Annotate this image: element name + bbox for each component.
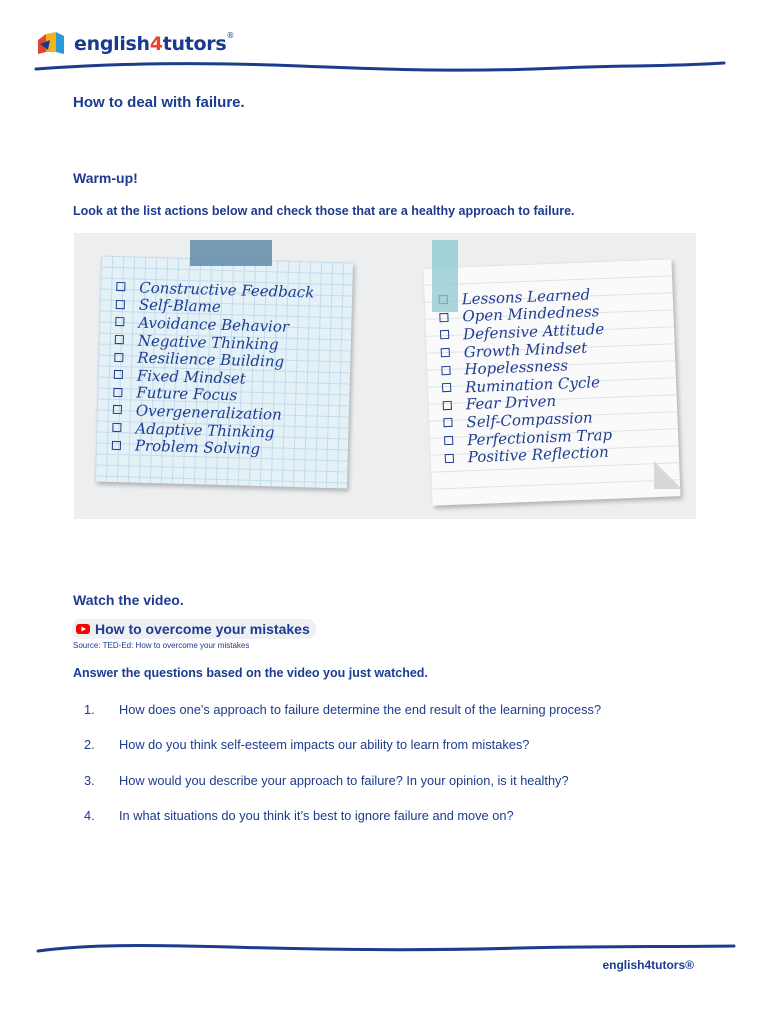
tape-strip — [432, 240, 458, 312]
question-number: 3. — [84, 773, 95, 788]
checkbox-icon[interactable] — [443, 401, 452, 410]
page-curl — [654, 461, 682, 489]
checklist-item-label: Constructive Feedback — [139, 278, 315, 302]
brand-logo[interactable] — [36, 30, 234, 58]
question-text: How does one’s approach to failure determine the end result of the learning process? — [119, 702, 602, 717]
questions-heading: Answer the questions based on the video you just watched. — [73, 666, 428, 680]
left-checklist — [96, 256, 353, 461]
checklist-item-label: Positive Reflection — [467, 443, 610, 467]
logo-icon — [36, 30, 66, 58]
checkbox-icon[interactable] — [116, 300, 125, 309]
right-sticky-note — [424, 258, 681, 505]
checkbox-icon[interactable] — [116, 282, 125, 291]
question-text: How would you describe your approach to failure? In your opinion, is it healthy? — [119, 773, 569, 788]
footer-brand: english4tutors® — [602, 958, 694, 972]
header-wave-divider — [0, 58, 768, 78]
page-header — [0, 0, 768, 80]
question-text: How do you think self-esteem impacts our ability to learn from mistakes? — [119, 737, 530, 752]
checklist-item-label: Overgeneralization — [135, 401, 282, 424]
checklist-image-panel — [74, 233, 696, 519]
checklist-item-label: Self-Blame — [138, 295, 221, 317]
video-link[interactable] — [72, 619, 316, 639]
video-source: Source: TED-Ed: How to overcome your mistakes — [73, 641, 250, 650]
checkbox-icon[interactable] — [112, 441, 121, 450]
logo-wordmark: english4tutors® — [74, 31, 235, 55]
left-sticky-note — [95, 256, 353, 489]
page-title: How to deal with failure. — [73, 94, 245, 111]
question-item — [84, 702, 601, 717]
checklist-item-label: Growth Mindset — [463, 338, 588, 361]
checklist-item-label: Lessons Learned — [461, 285, 591, 309]
checklist-item-label: Perfectionism Trap — [466, 425, 613, 449]
checkbox-icon[interactable] — [115, 335, 124, 344]
checklist-item-label: Negative Thinking — [137, 331, 279, 354]
checklist-item-label: Open Mindedness — [462, 302, 600, 326]
checkbox-icon[interactable] — [443, 418, 452, 427]
question-number: 1. — [84, 702, 95, 717]
watch-heading: Watch the video. — [73, 592, 184, 608]
warmup-instruction: Look at the list actions below and check those that are a healthy approach to failure. — [73, 204, 575, 218]
checkbox-icon[interactable] — [440, 330, 449, 339]
checklist-item-label: Defensive Attitude — [462, 319, 605, 344]
warmup-heading: Warm-up! — [73, 170, 138, 186]
checkbox-icon[interactable] — [113, 405, 122, 414]
checkbox-icon[interactable] — [114, 353, 123, 362]
checkbox-icon[interactable] — [114, 370, 123, 379]
question-number: 4. — [84, 808, 95, 823]
checklist-item-label: Adaptive Thinking — [135, 419, 275, 441]
checkbox-icon[interactable] — [445, 453, 454, 462]
checkbox-icon[interactable] — [112, 423, 121, 432]
youtube-icon — [76, 624, 90, 634]
question-item — [84, 808, 514, 823]
footer-wave-divider — [0, 938, 768, 958]
checklist-item-label: Resilience Building — [137, 348, 285, 371]
checklist-item-label: Fear Driven — [465, 392, 557, 414]
checkbox-icon[interactable] — [441, 366, 450, 375]
checklist-item-label: Avoidance Behavior — [138, 313, 290, 336]
checkbox-icon[interactable] — [442, 383, 451, 392]
checkbox-icon[interactable] — [439, 313, 448, 322]
checkbox-icon[interactable] — [444, 436, 453, 445]
video-link-label: How to overcome your mistakes — [95, 621, 310, 637]
question-item — [84, 773, 569, 788]
tape-strip — [190, 240, 272, 266]
checklist-item-label: Hopelessness — [464, 356, 569, 379]
question-number: 2. — [84, 737, 95, 752]
checklist-item-label: Future Focus — [136, 383, 238, 405]
checklist-item-label: Fixed Mindset — [136, 366, 247, 388]
checkbox-icon[interactable] — [115, 317, 124, 326]
question-text: In what situations do you think it’s best to ignore failure and move on? — [119, 808, 514, 823]
checkbox-icon[interactable] — [441, 348, 450, 357]
checklist-item-label: Rumination Cycle — [464, 372, 601, 397]
question-item — [84, 737, 529, 752]
right-checklist — [424, 258, 679, 467]
checklist-item-label: Self-Compassion — [466, 408, 593, 432]
checklist-item-label: Problem Solving — [134, 436, 261, 459]
checkbox-icon[interactable] — [113, 388, 122, 397]
